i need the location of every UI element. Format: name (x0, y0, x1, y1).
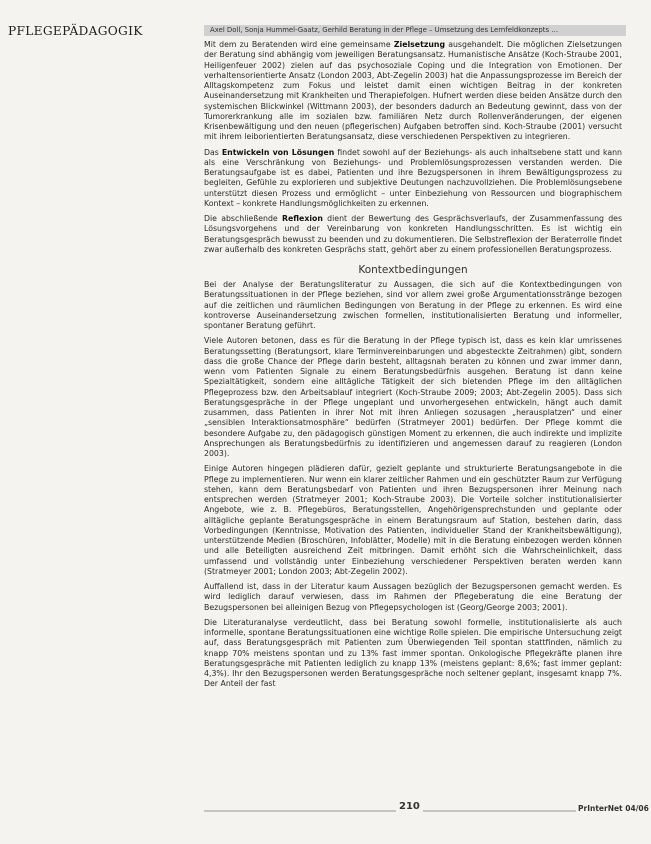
paragraph-text: ausgehandelt. Die möglichen Zielsetzungen der Beratung sind abhängig vom jeweiligen Beratungsansatz. Humanistische Ansätze (Koch-Straube 2001, Heiligenfeuer 2002) zielen auf das psychosoziale Coping und die Integration von Emotionen. Der verhaltensorientierte Ansatz (London 2003, Abt-Zegelin 2003) hat die Anpassungsprozesse im Bereich der Alltagskompetenz zum Fokus und leistet damit einen wichtigen Beitrag in der konkreten Auseinandersetzung mit Krankheiten und Therapiefolgen. Hufnert werden diese beiden Ansätze durch den systemischen Blickwinkel (Wittmann 2003), der besonders dadurch an Bedeutung gewinnt, dass von der Tumorerkrankung alle im sozialen bzw. familiären Netz durch Rollenveränderungen, der eigenen Krisenbewältigung und den neuen (pflegerischen) Aufgaben betroffen sind. Koch-Straube (2001) versucht mit ihrem leiborientierten Beratungsansatz, diese verschiedenen Perspektiven zu integrieren. (204, 40, 622, 142)
section-paragraph: Viele Autoren betonen, dass es für die Beratung in der Pflege typisch ist, dass es kein klar umrissenes Beratungssetting (Beratungsort, klare Terminvereinbarungen und abgesteckte Zeitrahmen) gibt, sondern dass die große Chance der Pflege darin besteht, alltagsnah beraten zu können und zwar immer dann, wenn vom Patienten Signale zu einem Beratungsbedürfnis ausgehen. Beratung ist dann keine Spezialtätigkeit, sondern eine alltägliche Tätigkeit der sich bietenden Pflege im den alltäglichen Pflegeprozess bzw. den Arbeitsablauf integriert (Koch-Straube 2009; 2003; Abt-Zegelin 2005). Dass sich Beratungsgespräche in der Pflege ungeplant und unvorhergesehen entwickeln, hängt auch damit zusammen, dass Patienten in ihrer Not mit ihren Anliegen sozusagen „herausplatzen“ und einer „sensiblen Interaktionsatmosphäre“ bedürfen (Stratmeyer 2001) bedürfen. Der Pflege kommt die besondere Aufgabe zu, den pädagogisch günstigen Moment zu erkennen, die auch indirekte und implizite Ansprechungen als Beratungsbedürfnis zu identifizieren und angemessen darauf zu reagieren (London 2003). (204, 336, 622, 458)
paragraph-reflexion (204, 214, 622, 255)
article-body (204, 40, 622, 695)
section-heading: Kontextbedingungen (358, 264, 468, 276)
section-paragraph: Auffallend ist, dass in der Literatur kaum Aussagen bezüglich der Bezugspersonen gemacht werden. Es wird lediglich darauf verwiesen, dass im Rahmen der Pflegeberatung die eine Beratung der Bezugspersonen bei alleinigen Bezug von Pflegepsychologen ist (Georg/George 2003; 2001). (204, 582, 622, 612)
paragraph-zielsetzung (204, 40, 622, 143)
paragraph-text: findet sowohl auf der Beziehungs- als auch inhaltsebene statt und kann als eine Verschränkung von Beziehungs- und Problemlösungsprozessen verstanden werden. Die Beratungsaufgabe ist es dabei, Patienten und ihre Bezugspersonen in ihrem Bewältigungsprozess zu begleiten, Gefühle zu explorieren und subjektive Deutungen nachzuvollziehen. Die Problemlösungsebene unterstützt diesen Prozess und ermöglicht – unter Einbeziehung von Ressourcen und biographischem Kontext – konkrete Handlungsmöglichkeiten zu erkennen. (204, 147, 622, 208)
paragraph-text: Die abschließende (204, 214, 282, 223)
section-paragraph: Bei der Analyse der Beratungsliteratur zu Aussagen, die sich auf die Kontextbedingungen von Beratungssituationen in der Pflege beziehen, sind vor allem zwei große Argumentationsstränge bezogen auf die zeitlichen und räumlichen Bedingungen von Beratung in der Pflege zu erkennen. Es wird eine kontroverse Auseinandersetzung zwischen formellen, institutionalisierten Beratung und informeller, spontaner Beratung geführt. (204, 280, 622, 330)
paragraph-text: Das (204, 147, 222, 157)
section-paragraph: Einige Autoren hingegen plädieren dafür, gezielt geplante und strukturierte Beratungsangebote in die Pflege zu implementieren. Nur wenn ein klarer zeitlicher Rahmen und ein geschützter Raum zur Verfügung stehen, kann dem Beratungsbedarf von Patienten und ihren Bezugspersonen ihrer Meinung nach entsprechen werden (Stratmeyer 2001; Koch-Straube 2003). Die Vorteile solcher institutionalisierter Angebote, wie z. B. Pflegebüros, Beratungsstellen, Angehörigensprechstunden und geplante oder alltägliche geplante Beratungsgespräche in einem Beratungsraum auf Station, bestehen darin, dass Vorbedingungen (Kenntnisse, Motivation des Patienten, individueller Stand der Krankheitsbewältigung), unterstützende Medien (Broschüren, Infoblätter, Modelle) mit in die Beratung einbezogen werden können und alle Beteiligten ausreichend Zeit mitbringen. Damit erhöht sich die Wahrscheinlichkeit, dass umfassend und vollständig unter Einbeziehung verschiedener Perspektiven beraten werden kann (Stratmeyer 2001; London 2003; Abt-Zegelin 2002). (204, 464, 622, 576)
paragraph-text: Mit dem zu Beratenden wird eine gemeinsame (204, 40, 394, 49)
paragraph-text: dient der Bewertung des Gesprächsverlaufs, der Zusammenfassung des Lösungsvorgehens und der Vereinbarung von konkreten Handlungsschritten. Es ist wichtig ein Beratungsgespräch bewusst zu beenden und zu dokumentieren. Die Selbstreflexion der Beraterrolle findet zwar außerhalb des konkreten Gesprächs statt, gehört aber zu einem professionellen Beratungsprozess. (204, 214, 623, 254)
page-number: 210 (396, 801, 423, 812)
running-header (204, 25, 626, 36)
paragraph-loesungen (204, 148, 622, 210)
section-paragraph: Die Literaturanalyse verdeutlicht, dass bei Beratung sowohl formelle, institutionalisierte als auch informelle, spontane Beratungssituationen eine wichtige Rolle spielen. Die empirische Untersuchung zeigt auf, dass Beratungsgespräch mit Patienten zum Überwiegenden Teil spontan stattfinden, nämlich zu knapp 70% meistens spontan und zu 13% fast immer spontan. Onkologische Pflegekräfte planen ihre Beratungsgespräche mit Patienten lediglich zu knapp 13% (meistens geplant: 8,6%; fast immer geplant: 4,3%). Ihr den Bezugspersonen werden Beratungsgespräche noch seltener geplant, insgesamt knapp 7%. Der Anteil der fast (204, 617, 622, 689)
bold-term: Reflexion (281, 214, 323, 223)
journal-title: PFLEGEPÄDAGOGIK (8, 24, 143, 38)
bold-term: Zielsetzung (393, 40, 446, 49)
left-margin (0, 0, 198, 844)
bold-term: Entwickeln von Lösungen (221, 147, 335, 157)
issue-label: PrInterNet 04/06 (578, 804, 649, 813)
running-head-text: Axel Doll, Sonja Hummel-Gaatz, Gerhild Beratung in der Pflege – Umsetzung des Lernfeldkonzepts … (210, 26, 559, 34)
